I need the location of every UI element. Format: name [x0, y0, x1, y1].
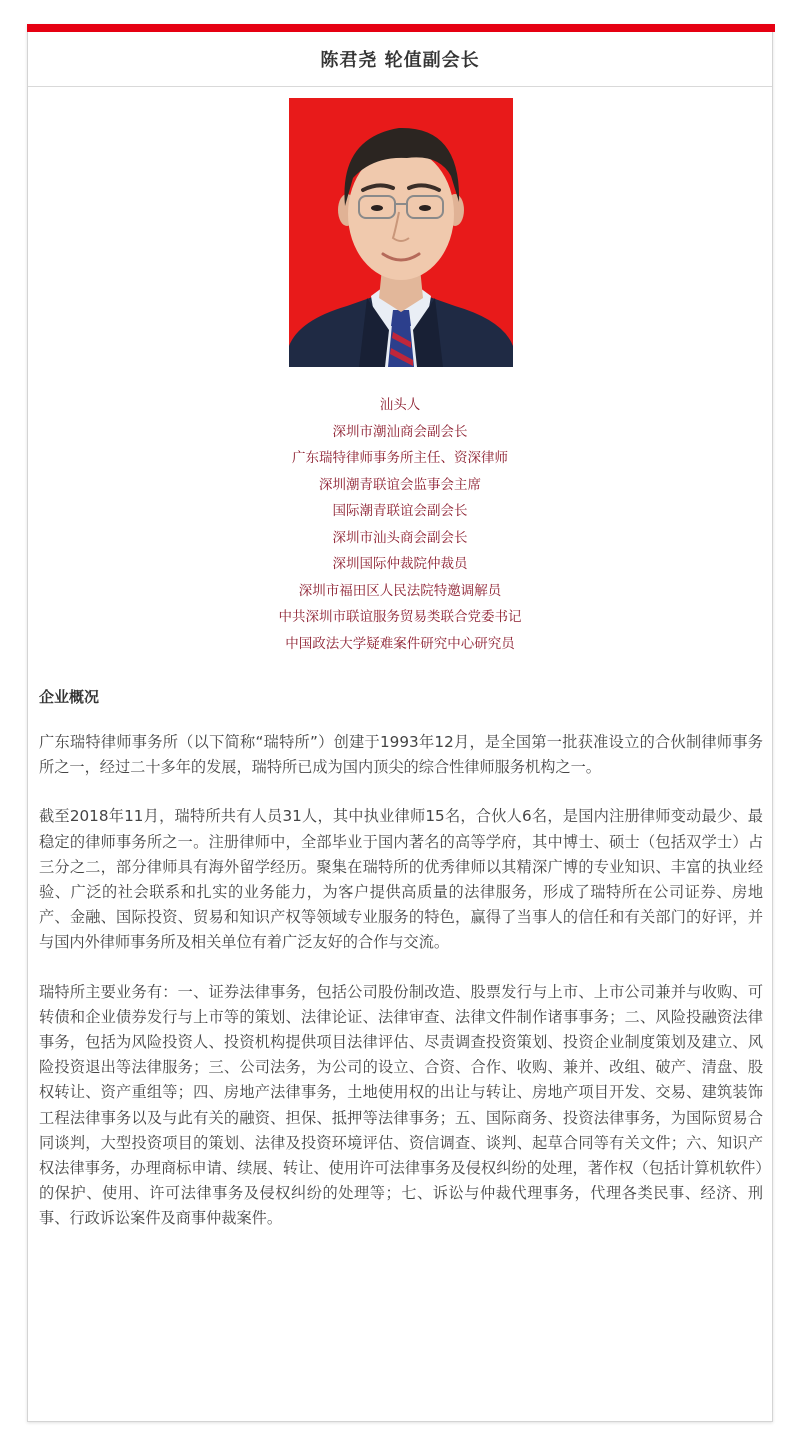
role-list — [28, 392, 772, 657]
role-item: 国际潮青联谊会副会长 — [332, 503, 468, 519]
accent-bar — [27, 24, 775, 32]
role-item: 深圳国际仲裁院仲裁员 — [332, 556, 468, 572]
role-item: 深圳潮青联谊会监事会主席 — [319, 476, 481, 493]
role-item: 深圳市潮汕商会副会长 — [332, 423, 468, 440]
company-overview — [39, 730, 763, 1256]
role-item: 深圳市福田区人民法院特邀调解员 — [298, 582, 502, 599]
role-item: 中国政法大学疑难案件研究中心研究员 — [285, 635, 515, 652]
profile-card — [27, 24, 773, 1422]
section-title: 企业概况 — [39, 688, 100, 706]
portrait-illustration — [289, 98, 513, 367]
role-item: 广东瑞特律师事务所主任、资深律师 — [292, 450, 508, 466]
role-item: 汕头人 — [379, 397, 421, 413]
overview-paragraph: 瑞特所主要业务有：一、证券法律事务，包括公司股份制改造、股票发行与上市、上市公司兼并与收购、可转债和企业债券发行与上市等的策划、法律论证、法律审查、法律文件制作诸事事务；二、风险投融资法律事务，包括为风险投资人、投资机构提供项目法律评估、尽责调查投资策划、投资企业制度策划及建立、风险投资退出等法律服务；三、公司法务，为公司的设立、合资、合作、收购、兼并、改组、破产、清盘、股权转让、资产重组等；四、房地产法律事务，土地使用权的出让与转让、房地产项目开发、交易、建筑装饰工程法律事务以及与此有关的融资、担保、抵押等法律事务；五、国际商务、投资法律事务，为国际贸易合同谈判，大型投资项目的策划、法律及投资环境评估、资信调查、谈判、起草合同等有关文件；六、知识产权法律事务，办理商标申请、续展、转让、使用许可法律事务及侵权纠纷的处理，著作权（包括计算机软件）的保护、使用、许可法律事务及侵权纠纷的处理等；七、诉讼与仲裁代理事务，代理各类民事、经济、刑事、行政诉讼案件及商事仲裁案件。 — [39, 982, 763, 1228]
title-row — [28, 32, 772, 87]
overview-paragraph: 广东瑞特律师事务所（以下简称“瑞特所”）创建于1993年12月，是全国第一批获准设立的合伙制律师事务所之一，经过二十多年的发展，瑞特所已成为国内顶尖的综合性律师服务机构之一。 — [39, 733, 763, 777]
role-item: 深圳市汕头商会副会长 — [332, 529, 468, 546]
overview-paragraph: 截至2018年11月，瑞特所共有人员31人，其中执业律师15名，合伙人6名，是国内注册律师变动最少、最稳定的律师事务所之一。注册律师中，全部毕业于国内著名的高等学府，其中博士、硕士（包括双学士）占三分之二，部分律师具有海外留学经历。聚集在瑞特所的优秀律师以其精深广博的专业知识、丰富的执业经验、广泛的社会联系和扎实的业务能力，为客户提供高质量的法律服务，形成了瑞特所在公司证券、房地产、金融、国际投资、贸易和知识产权等领域专业服务的特色，赢得了当事人的信任和有关部门的好评，并与国内外律师事务所及相关单位有着广泛友好的合作与交流。 — [39, 807, 763, 952]
role-item: 中共深圳市联谊服务贸易类联合党委书记 — [278, 609, 522, 625]
page-title: 陈君尧 轮值副会长 — [320, 50, 480, 71]
portrait-photo — [289, 98, 513, 367]
